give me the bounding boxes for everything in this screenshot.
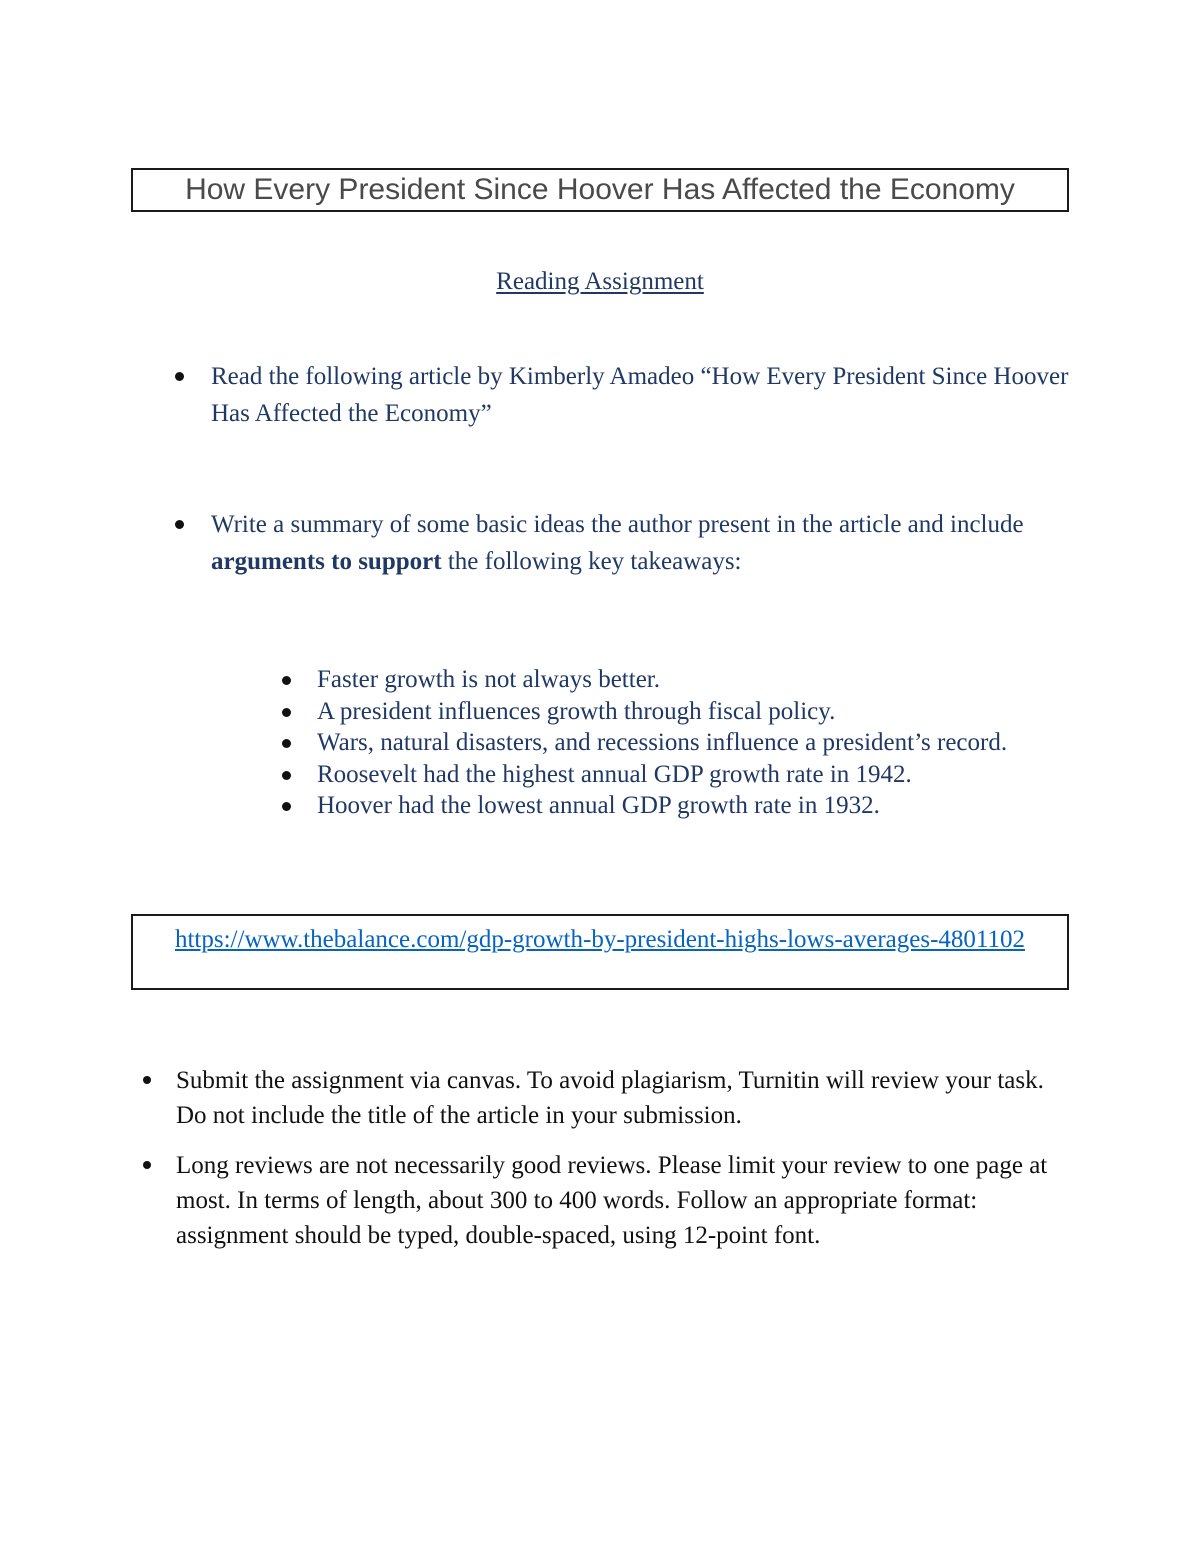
bullet-icon: [282, 739, 291, 748]
bullet-icon: [143, 1161, 151, 1169]
takeaway-item: [317, 727, 1037, 759]
instruction-read-text: Read the following article by Kimberly Amadeo “How Every President Since Hoover Has Affected the Economy”: [211, 363, 1069, 427]
reading-assignment-heading: Reading Assignment: [496, 268, 704, 295]
instruction-write-before: Write a summary of some basic ideas the author present in the article and include: [211, 511, 1024, 538]
takeaway-text: A president influences growth through fiscal policy.: [317, 697, 836, 725]
instruction-write-bold: arguments to support: [211, 548, 442, 575]
bullet-icon: [282, 802, 291, 811]
takeaways-list: [317, 664, 1037, 822]
article-link[interactable]: https://www.thebalance.com/gdp-growth-by-president-highs-lows-averages-4801102: [174, 926, 1025, 953]
submission-item-length: [176, 1148, 1076, 1253]
takeaway-item: [317, 790, 1037, 822]
bullet-icon: [175, 520, 184, 529]
takeaway-item: [317, 664, 1037, 696]
submission-list: [176, 1063, 1076, 1133]
bullet-icon: [282, 708, 291, 717]
submission-length-text: Long reviews are not necessarily good reviews. Please limit your review to one page at most. In terms of length, about 300 to 400 words. Follow an appropriate format: assignment should be typed, double-spaced, using 12-point font.: [176, 1152, 1048, 1249]
takeaway-text: Hoover had the lowest annual GDP growth rate in 1932.: [317, 792, 880, 819]
takeaway-item: [317, 696, 1037, 728]
takeaway-text: Wars, natural disasters, and recessions influence a president’s record.: [317, 729, 1008, 756]
takeaway-item: [317, 759, 1037, 791]
instruction-list-write: [211, 506, 1091, 580]
takeaway-text: Faster growth is not always better.: [317, 666, 660, 693]
length-list: [176, 1148, 1076, 1253]
submission-submit-text: Submit the assignment via canvas. To avoid plagiarism, Turnitin will review your task. Do not include the title of the article in your submission.: [176, 1067, 1044, 1129]
bullet-icon: [282, 676, 291, 685]
instruction-list-read: [211, 358, 1071, 432]
bullet-icon: [282, 771, 291, 780]
instruction-read: [211, 358, 1071, 432]
submission-item-submit: [176, 1063, 1076, 1133]
bullet-icon: [175, 372, 184, 381]
document-title: How Every President Since Hoover Has Affected the Economy: [185, 173, 1015, 206]
bullet-icon: [143, 1076, 151, 1084]
takeaway-text: Roosevelt had the highest annual GDP growth rate in 1942.: [317, 760, 912, 788]
instruction-write: [211, 506, 1091, 580]
instruction-write-after: the following key takeaways:: [447, 548, 742, 575]
title-box: [131, 168, 1069, 212]
link-box: [131, 914, 1069, 990]
